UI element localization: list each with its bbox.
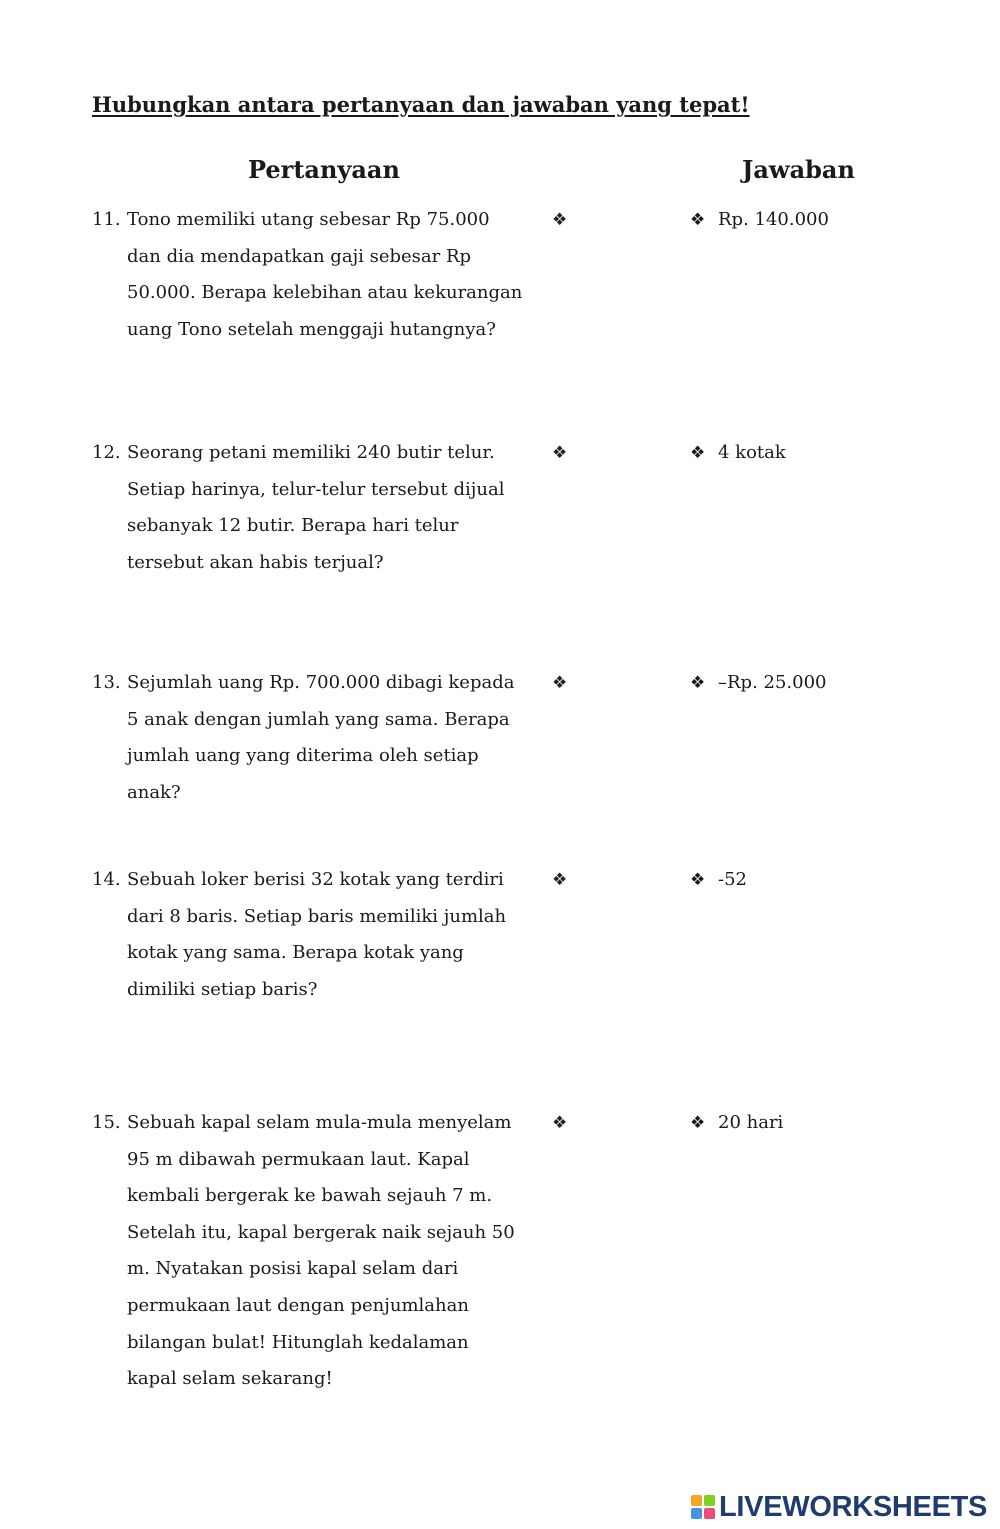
- question-line: anak?: [127, 781, 181, 803]
- question-line: kapal selam sekarang!: [127, 1368, 333, 1390]
- answer-connector-point[interactable]: ❖: [690, 1113, 706, 1133]
- question-line: uang Tono setelah menggaji hutangnya?: [127, 318, 496, 340]
- question-text: [127, 1105, 515, 1398]
- question-line: jumlah uang yang diterima oleh setiap: [127, 745, 479, 767]
- question-line: kotak yang sama. Berapa kotak yang: [127, 942, 464, 964]
- question-line: kembali bergerak ke bawah sejauh 7 m.: [127, 1185, 493, 1207]
- logo-icon: [691, 1495, 715, 1519]
- answer-text: -52: [718, 869, 747, 890]
- question-line: Tono memiliki utang sebesar Rp 75.000: [127, 209, 490, 230]
- question-line: permukaan laut dengan penjumlahan: [127, 1294, 469, 1316]
- question-connector-point[interactable]: ❖: [552, 870, 568, 890]
- question-text: [127, 862, 512, 1008]
- answer-connector-point[interactable]: ❖: [690, 870, 706, 890]
- answer-item[interactable]: [690, 665, 827, 702]
- answer-item[interactable]: [690, 435, 786, 472]
- answer-text: 20 hari: [718, 1112, 784, 1133]
- question-line: Sebuah loker berisi 32 kotak yang terdiri: [127, 869, 504, 890]
- question-line: bilangan bulat! Hitunglah kedalaman: [127, 1331, 469, 1353]
- answer-item[interactable]: [690, 862, 747, 899]
- question-line: Setiap harinya, telur-telur tersebut dijual: [127, 478, 505, 500]
- answer-connector-point[interactable]: ❖: [690, 210, 706, 230]
- question-connector-point[interactable]: ❖: [552, 443, 568, 463]
- question-connector-point[interactable]: ❖: [552, 673, 568, 693]
- answer-item[interactable]: [690, 1105, 783, 1142]
- question-column-header: Pertanyaan: [248, 155, 400, 184]
- answer-text: 4 kotak: [718, 442, 786, 463]
- question-line: 50.000. Berapa kelebihan atau kekurangan: [127, 282, 523, 304]
- question-line: sebanyak 12 butir. Berapa hari telur: [127, 515, 459, 537]
- answer-connector-point[interactable]: ❖: [690, 673, 706, 693]
- question-line: 95 m dibawah permukaan laut. Kapal: [127, 1148, 470, 1170]
- question-number: 13.: [92, 672, 121, 693]
- logo-square: [704, 1495, 715, 1506]
- question-text: [127, 435, 512, 581]
- question-line: dari 8 baris. Setiap baris memiliki jumlah: [127, 905, 507, 927]
- question-line: Setelah itu, kapal bergerak naik sejauh 50: [127, 1221, 515, 1243]
- question-line: m. Nyatakan posisi kapal selam dari: [127, 1258, 459, 1280]
- question-line: Seorang petani memiliki 240 butir telur.: [127, 442, 495, 463]
- answer-column-header: Jawaban: [742, 155, 855, 184]
- answer-text: –Rp. 25.000: [718, 672, 827, 693]
- question-number: 11.: [92, 209, 121, 230]
- instruction-heading: Hubungkan antara pertanyaan dan jawaban yang tepat!: [92, 92, 750, 117]
- question-number: 15.: [92, 1112, 121, 1133]
- logo-square: [704, 1508, 715, 1519]
- logo-square: [691, 1508, 702, 1519]
- answer-item[interactable]: [690, 202, 829, 239]
- logo-text: LIVEWORKSHEETS: [719, 1490, 988, 1523]
- question-line: dimiliki setiap baris?: [127, 978, 318, 1000]
- question-connector-point[interactable]: ❖: [552, 1113, 568, 1133]
- question-line: tersebut akan habis terjual?: [127, 551, 384, 573]
- question-line: 5 anak dengan jumlah yang sama. Berapa: [127, 708, 510, 730]
- answer-text: Rp. 140.000: [718, 209, 829, 230]
- liveworksheets-logo: [691, 1489, 987, 1525]
- question-line: dan dia mendapatkan gaji sebesar Rp: [127, 245, 472, 267]
- question-text: [127, 665, 515, 811]
- logo-square: [691, 1495, 702, 1506]
- question-number: 14.: [92, 869, 121, 890]
- question-line: Sebuah kapal selam mula-mula menyelam: [127, 1112, 512, 1133]
- question-connector-point[interactable]: ❖: [552, 210, 568, 230]
- answer-connector-point[interactable]: ❖: [690, 443, 706, 463]
- question-number: 12.: [92, 442, 121, 463]
- question-line: Sejumlah uang Rp. 700.000 dibagi kepada: [127, 672, 515, 693]
- question-text: [127, 202, 523, 348]
